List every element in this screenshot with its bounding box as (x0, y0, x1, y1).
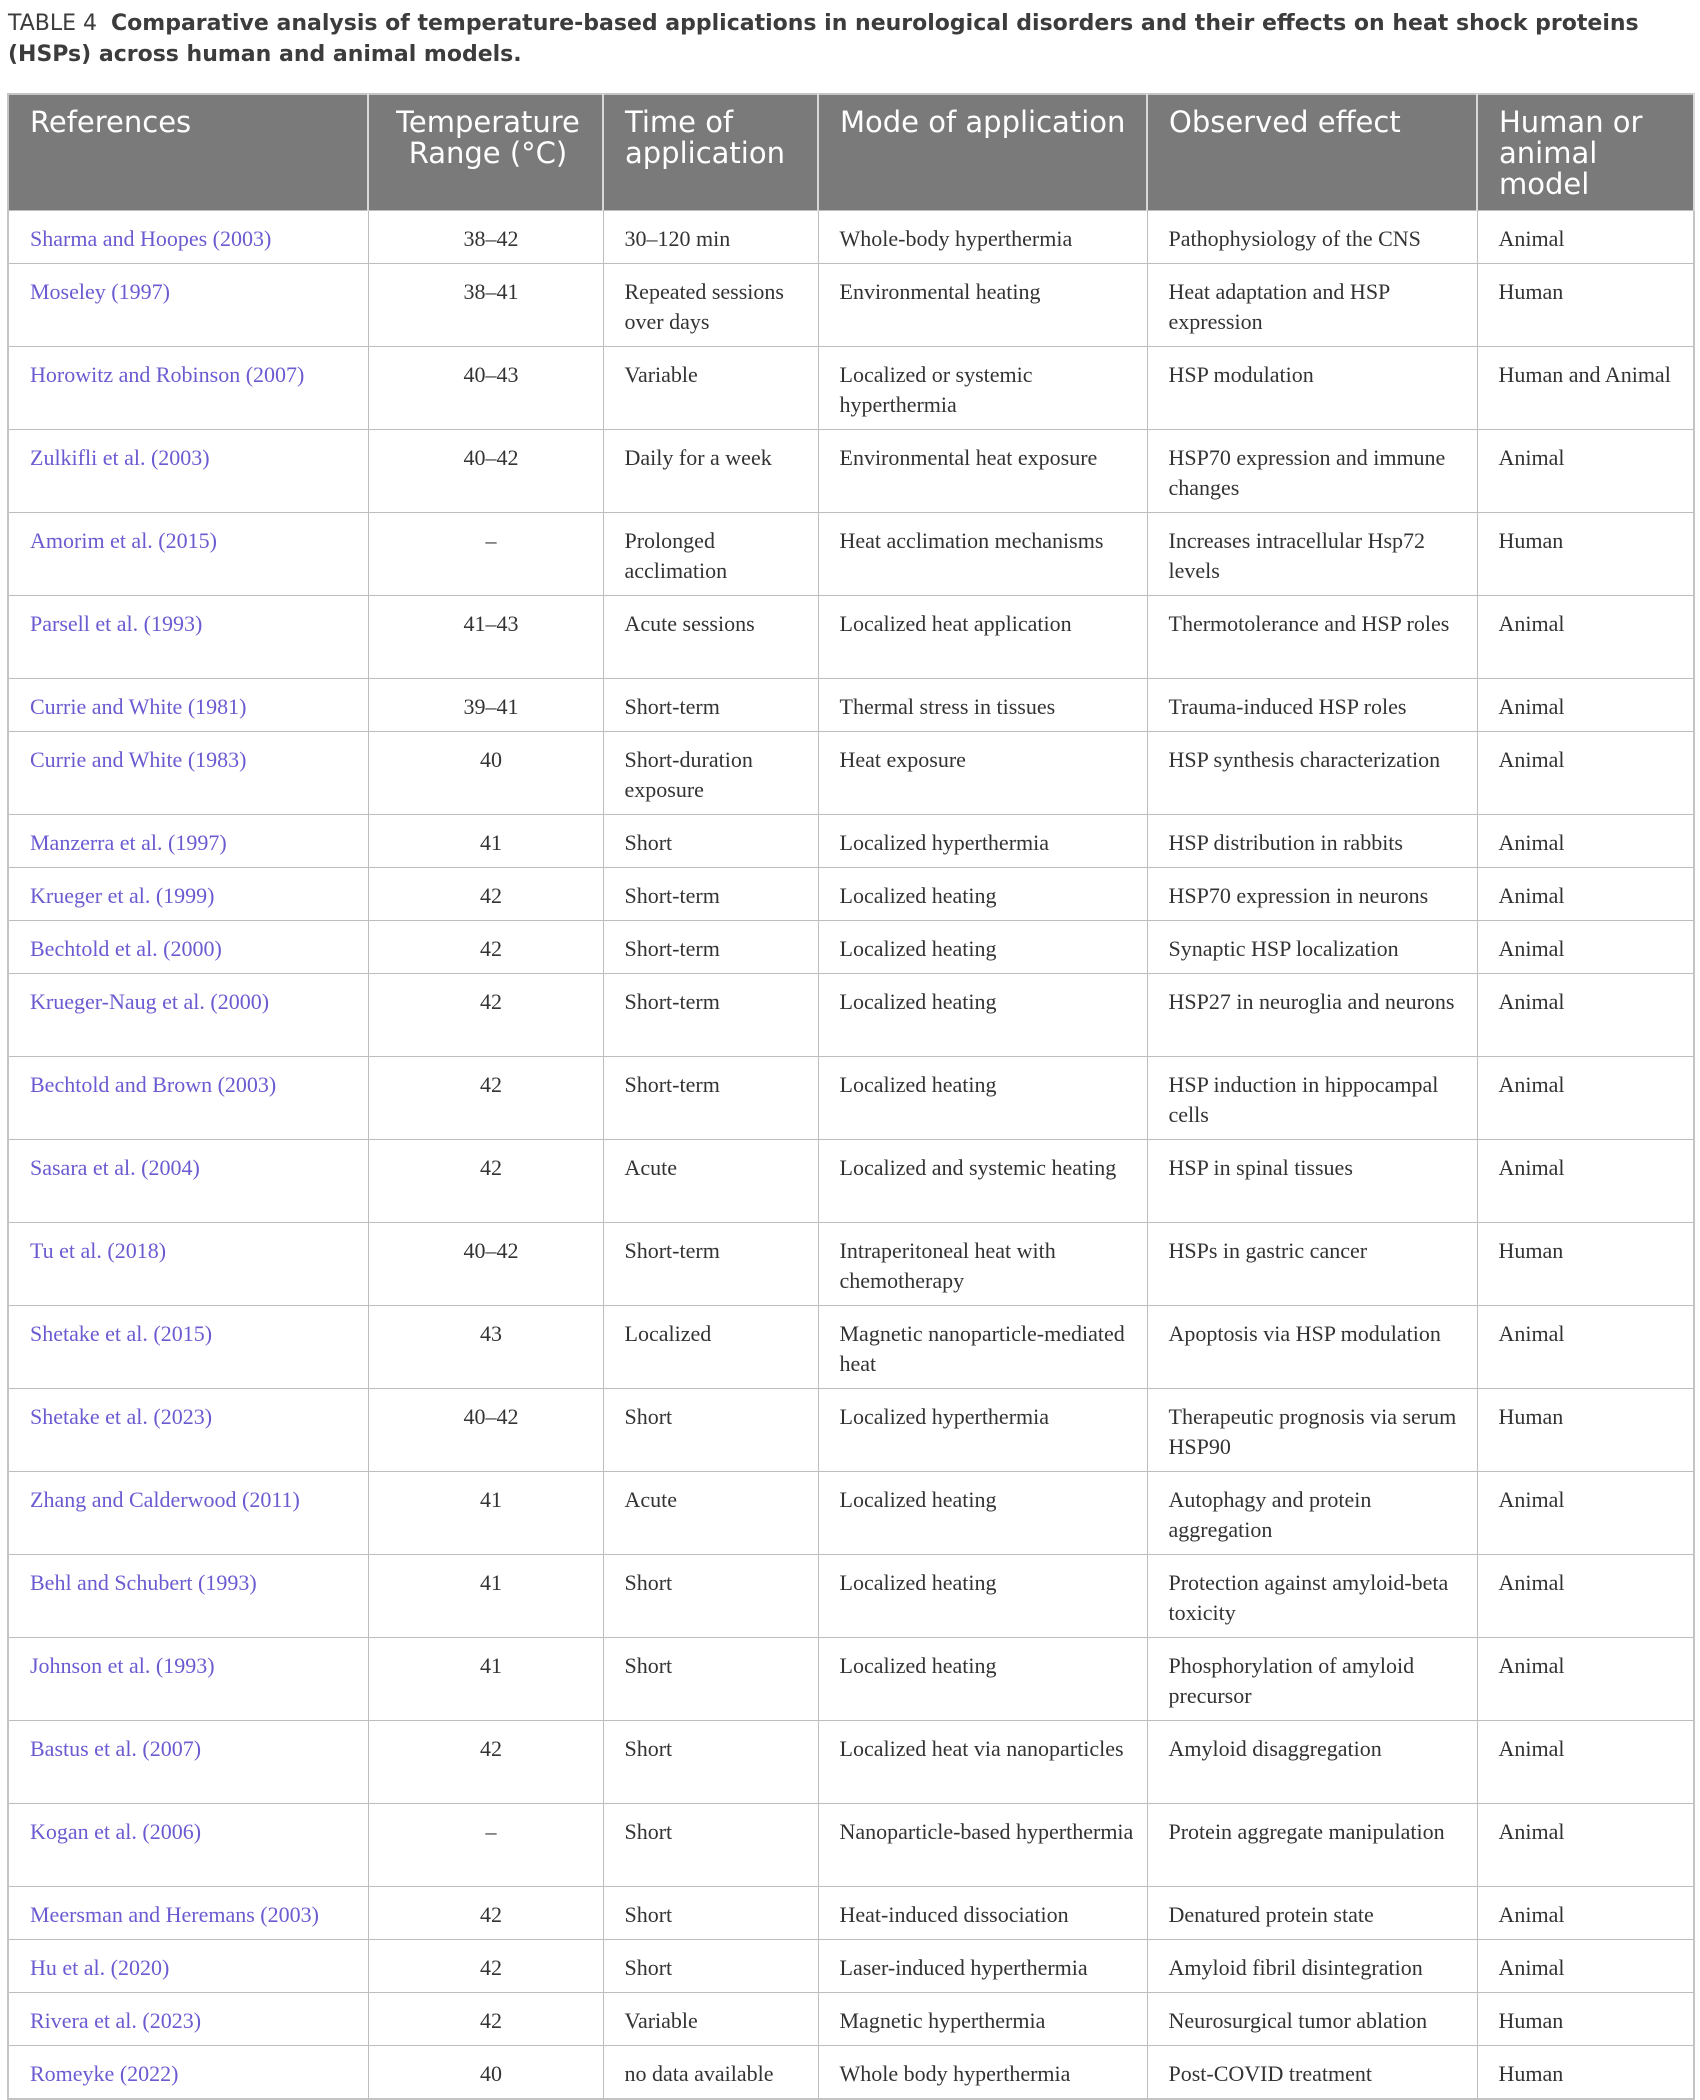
model-cell: Human (1477, 1223, 1694, 1306)
mode-cell: Localized heating (818, 868, 1147, 921)
table-row (8, 815, 1694, 868)
table-title: Comparative analysis of temperature-based applications in neurological disorders and their effects on heat shock proteins (HSPs) across human and animal models. (8, 11, 1639, 67)
model-cell: Human and Animal (1477, 347, 1694, 430)
temperature-range-cell: 40 (368, 2046, 603, 2099)
table-header (8, 94, 1694, 211)
time-cell: Short-term (603, 974, 818, 1057)
table-row (8, 513, 1694, 596)
mode-cell: Heat acclimation mechanisms (818, 513, 1147, 596)
mode-cell: Localized heating (818, 1472, 1147, 1555)
table-row (8, 868, 1694, 921)
time-cell: Repeated sessions over days (603, 264, 818, 347)
time-cell: Variable (603, 347, 818, 430)
header-references: References (8, 94, 368, 211)
mode-cell: Localized heating (818, 1638, 1147, 1721)
temperature-range-cell: 41 (368, 815, 603, 868)
table-row (8, 2046, 1694, 2099)
model-cell: Animal (1477, 1306, 1694, 1389)
model-cell: Animal (1477, 1804, 1694, 1887)
reference-link[interactable]: Moseley (1997) (8, 264, 368, 347)
table-row (8, 1472, 1694, 1555)
mode-cell: Whole body hyperthermia (818, 2046, 1147, 2099)
effect-cell: HSP70 expression and immune changes (1147, 430, 1477, 513)
reference-link[interactable]: Meersman and Heremans (2003) (8, 1887, 368, 1940)
mode-cell: Nanoparticle-based hyperthermia (818, 1804, 1147, 1887)
mode-cell: Magnetic nanoparticle-mediated heat (818, 1306, 1147, 1389)
temperature-range-cell: 42 (368, 868, 603, 921)
effect-cell: Therapeutic prognosis via serum HSP90 (1147, 1389, 1477, 1472)
model-cell: Animal (1477, 1721, 1694, 1804)
table-row (8, 1940, 1694, 1993)
mode-cell: Environmental heat exposure (818, 430, 1147, 513)
model-cell: Human (1477, 2046, 1694, 2099)
reference-link[interactable]: Krueger et al. (1999) (8, 868, 368, 921)
header-model: Human or animal model (1477, 94, 1694, 211)
model-cell: Animal (1477, 1140, 1694, 1223)
temperature-range-cell: 40–43 (368, 347, 603, 430)
header-temperature-range: Temperature Range (°C) (368, 94, 603, 211)
table-body (8, 211, 1694, 2099)
effect-cell: HSP induction in hippocampal cells (1147, 1057, 1477, 1140)
time-cell: Acute sessions (603, 596, 818, 679)
time-cell: Prolonged acclimation (603, 513, 818, 596)
effect-cell: Trauma-induced HSP roles (1147, 679, 1477, 732)
time-cell: Short (603, 1555, 818, 1638)
time-cell: Short (603, 1721, 818, 1804)
time-cell: Acute (603, 1140, 818, 1223)
effect-cell: Protein aggregate manipulation (1147, 1804, 1477, 1887)
temperature-range-cell: – (368, 513, 603, 596)
table-caption (8, 8, 1668, 70)
temperature-range-cell: 42 (368, 1887, 603, 1940)
table-row (8, 1223, 1694, 1306)
reference-link[interactable]: Manzerra et al. (1997) (8, 815, 368, 868)
mode-cell: Localized or systemic hyperthermia (818, 347, 1147, 430)
table-row (8, 732, 1694, 815)
mode-cell: Heat exposure (818, 732, 1147, 815)
model-cell: Human (1477, 1993, 1694, 2046)
model-cell: Animal (1477, 211, 1694, 264)
mode-cell: Whole-body hyperthermia (818, 211, 1147, 264)
table-row (8, 1993, 1694, 2046)
mode-cell: Localized heat via nanoparticles (818, 1721, 1147, 1804)
effect-cell: Denatured protein state (1147, 1887, 1477, 1940)
model-cell: Animal (1477, 596, 1694, 679)
table-row (8, 1140, 1694, 1223)
reference-link[interactable]: Krueger-Naug et al. (2000) (8, 974, 368, 1057)
temperature-range-cell: 40–42 (368, 1389, 603, 1472)
time-cell: 30–120 min (603, 211, 818, 264)
header-mode-of-application: Mode of application (818, 94, 1147, 211)
temperature-range-cell: 41 (368, 1638, 603, 1721)
mode-cell: Localized heating (818, 921, 1147, 974)
mode-cell: Localized heating (818, 974, 1147, 1057)
comparison-table (7, 93, 1695, 2100)
temperature-range-cell: 40 (368, 732, 603, 815)
model-cell: Animal (1477, 1057, 1694, 1140)
time-cell: Variable (603, 1993, 818, 2046)
effect-cell: Increases intracellular Hsp72 levels (1147, 513, 1477, 596)
time-cell: Short-term (603, 679, 818, 732)
effect-cell: HSP modulation (1147, 347, 1477, 430)
temperature-range-cell: 41 (368, 1555, 603, 1638)
table-row (8, 974, 1694, 1057)
temperature-range-cell: 38–41 (368, 264, 603, 347)
reference-link[interactable]: Kogan et al. (2006) (8, 1804, 368, 1887)
table-row (8, 347, 1694, 430)
mode-cell: Heat-induced dissociation (818, 1887, 1147, 1940)
temperature-range-cell: 40–42 (368, 1223, 603, 1306)
effect-cell: Phosphorylation of amyloid precursor (1147, 1638, 1477, 1721)
table-label: TABLE 4 (8, 11, 98, 36)
table-row (8, 211, 1694, 264)
mode-cell: Intraperitoneal heat with chemotherapy (818, 1223, 1147, 1306)
reference-link[interactable]: Shetake et al. (2015) (8, 1306, 368, 1389)
reference-link[interactable]: Currie and White (1981) (8, 679, 368, 732)
table-row (8, 1804, 1694, 1887)
reference-link[interactable]: Bechtold and Brown (2003) (8, 1057, 368, 1140)
model-cell: Human (1477, 1389, 1694, 1472)
reference-link[interactable]: Parsell et al. (1993) (8, 596, 368, 679)
model-cell: Animal (1477, 868, 1694, 921)
reference-link[interactable]: Rivera et al. (2023) (8, 1993, 368, 2046)
time-cell: Short-term (603, 1223, 818, 1306)
mode-cell: Localized heating (818, 1555, 1147, 1638)
mode-cell: Localized and systemic heating (818, 1140, 1147, 1223)
time-cell: Short (603, 1638, 818, 1721)
time-cell: Short-duration exposure (603, 732, 818, 815)
temperature-range-cell: 42 (368, 1721, 603, 1804)
model-cell: Human (1477, 513, 1694, 596)
temperature-range-cell: 42 (368, 1140, 603, 1223)
reference-link[interactable]: Hu et al. (2020) (8, 1940, 368, 1993)
effect-cell: HSP70 expression in neurons (1147, 868, 1477, 921)
time-cell: Short-term (603, 1057, 818, 1140)
model-cell: Animal (1477, 679, 1694, 732)
model-cell: Animal (1477, 1472, 1694, 1555)
reference-link[interactable]: Tu et al. (2018) (8, 1223, 368, 1306)
time-cell: no data available (603, 2046, 818, 2099)
model-cell: Animal (1477, 1555, 1694, 1638)
table-row (8, 1306, 1694, 1389)
table-row (8, 1555, 1694, 1638)
model-cell: Animal (1477, 974, 1694, 1057)
reference-link[interactable]: Behl and Schubert (1993) (8, 1555, 368, 1638)
temperature-range-cell: 42 (368, 1057, 603, 1140)
temperature-range-cell: 38–42 (368, 211, 603, 264)
time-cell: Short-term (603, 921, 818, 974)
mode-cell: Localized hyperthermia (818, 815, 1147, 868)
effect-cell: Pathophysiology of the CNS (1147, 211, 1477, 264)
time-cell: Short (603, 815, 818, 868)
time-cell: Short (603, 1804, 818, 1887)
model-cell: Animal (1477, 732, 1694, 815)
mode-cell: Localized heat application (818, 596, 1147, 679)
table-row (8, 679, 1694, 732)
table-row (8, 1887, 1694, 1940)
mode-cell: Localized heating (818, 1057, 1147, 1140)
reference-link[interactable]: Amorim et al. (2015) (8, 513, 368, 596)
effect-cell: HSP27 in neuroglia and neurons (1147, 974, 1477, 1057)
effect-cell: HSPs in gastric cancer (1147, 1223, 1477, 1306)
table-row (8, 1721, 1694, 1804)
effect-cell: Apoptosis via HSP modulation (1147, 1306, 1477, 1389)
effect-cell: Post-COVID treatment (1147, 2046, 1477, 2099)
reference-link[interactable]: Bastus et al. (2007) (8, 1721, 368, 1804)
temperature-range-cell: 42 (368, 1993, 603, 2046)
reference-link[interactable]: Currie and White (1983) (8, 732, 368, 815)
reference-link[interactable]: Sharma and Hoopes (2003) (8, 211, 368, 264)
temperature-range-cell: 42 (368, 921, 603, 974)
effect-cell: Protection against amyloid-beta toxicity (1147, 1555, 1477, 1638)
mode-cell: Environmental heating (818, 264, 1147, 347)
time-cell: Short (603, 1940, 818, 1993)
model-cell: Animal (1477, 1638, 1694, 1721)
effect-cell: Neurosurgical tumor ablation (1147, 1993, 1477, 2046)
temperature-range-cell: 41 (368, 1472, 603, 1555)
reference-link[interactable]: Zhang and Calderwood (2011) (8, 1472, 368, 1555)
mode-cell: Laser-induced hyperthermia (818, 1940, 1147, 1993)
table-row (8, 1638, 1694, 1721)
mode-cell: Localized hyperthermia (818, 1389, 1147, 1472)
model-cell: Animal (1477, 1887, 1694, 1940)
time-cell: Short (603, 1887, 818, 1940)
model-cell: Animal (1477, 921, 1694, 974)
temperature-range-cell: 42 (368, 974, 603, 1057)
effect-cell: Thermotolerance and HSP roles (1147, 596, 1477, 679)
effect-cell: Autophagy and protein aggregation (1147, 1472, 1477, 1555)
temperature-range-cell: 42 (368, 1940, 603, 1993)
header-time-of-application: Time of application (603, 94, 818, 211)
effect-cell: HSP in spinal tissues (1147, 1140, 1477, 1223)
effect-cell: Synaptic HSP localization (1147, 921, 1477, 974)
model-cell: Animal (1477, 1940, 1694, 1993)
effect-cell: Amyloid fibril disintegration (1147, 1940, 1477, 1993)
header-row (8, 94, 1694, 211)
effect-cell: HSP distribution in rabbits (1147, 815, 1477, 868)
mode-cell: Magnetic hyperthermia (818, 1993, 1147, 2046)
temperature-range-cell: – (368, 1804, 603, 1887)
temperature-range-cell: 43 (368, 1306, 603, 1389)
table-row (8, 1057, 1694, 1140)
reference-link[interactable]: Sasara et al. (2004) (8, 1140, 368, 1223)
header-observed-effect: Observed effect (1147, 94, 1477, 211)
time-cell: Short-term (603, 868, 818, 921)
reference-link[interactable]: Johnson et al. (1993) (8, 1638, 368, 1721)
reference-link[interactable]: Romeyke (2022) (8, 2046, 368, 2099)
time-cell: Daily for a week (603, 430, 818, 513)
model-cell: Animal (1477, 430, 1694, 513)
temperature-range-cell: 40–42 (368, 430, 603, 513)
model-cell: Human (1477, 264, 1694, 347)
table-row (8, 596, 1694, 679)
table-row (8, 430, 1694, 513)
model-cell: Animal (1477, 815, 1694, 868)
effect-cell: Heat adaptation and HSP expression (1147, 264, 1477, 347)
effect-cell: HSP synthesis characterization (1147, 732, 1477, 815)
time-cell: Short (603, 1389, 818, 1472)
temperature-range-cell: 39–41 (368, 679, 603, 732)
reference-link[interactable]: Shetake et al. (2023) (8, 1389, 368, 1472)
mode-cell: Thermal stress in tissues (818, 679, 1147, 732)
temperature-range-cell: 41–43 (368, 596, 603, 679)
time-cell: Acute (603, 1472, 818, 1555)
reference-link[interactable]: Bechtold et al. (2000) (8, 921, 368, 974)
time-cell: Localized (603, 1306, 818, 1389)
reference-link[interactable]: Horowitz and Robinson (2007) (8, 347, 368, 430)
table-row (8, 264, 1694, 347)
table-row (8, 1389, 1694, 1472)
table-row (8, 921, 1694, 974)
effect-cell: Amyloid disaggregation (1147, 1721, 1477, 1804)
reference-link[interactable]: Zulkifli et al. (2003) (8, 430, 368, 513)
